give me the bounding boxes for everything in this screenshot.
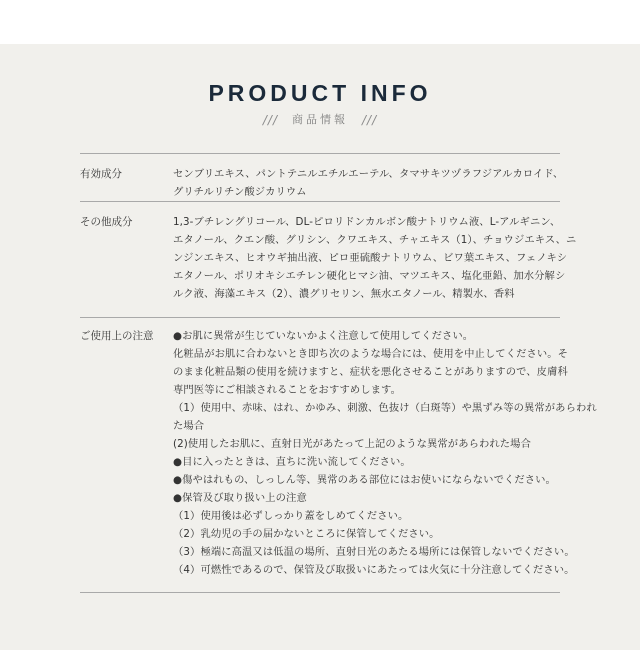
content-line: 化粧品がお肌に合わないとき即ち次のような場合には、使用を中止してください。そ <box>173 348 569 360</box>
content-line: ●お肌に異常が生じていないかよく注意して使用してください。 <box>173 330 474 342</box>
content-line: センブリエキス、パントテニルエチルエーテル、タマサキツヅラフジアルカロイド、 <box>173 168 564 180</box>
content-line: (2)使用したお肌に、直射日光があたって上記のような異常があらわれた場合 <box>173 438 531 450</box>
table-row-active-ingredients <box>80 154 564 201</box>
row-label: ご使用上の注意 <box>80 330 154 342</box>
content-line: 1,3-ブチレングリコール、DL-ピロリドンカルボン酸ナトリウム液、L-アルギニン、 <box>173 216 561 228</box>
subtitle-row <box>0 112 640 128</box>
slash-decoration-left: /// <box>262 113 278 127</box>
content-line: （4）可燃性であるので、保管及び取扱いにあたっては火気に十分注意してください。 <box>173 564 575 576</box>
content-line: エタノール、クエン酸、グリシン、クワエキス、チャエキス（1）、チョウジエキス、ニ <box>173 234 577 246</box>
content-line: た場合 <box>173 420 205 432</box>
content-line: （3）極端に高温又は低温の場所、直射日光のあたる場所には保管しないでください。 <box>173 546 575 558</box>
content-line: グリチルリチン酸ジカリウム <box>173 186 307 198</box>
row-label: 有効成分 <box>80 168 122 180</box>
content-line: 専門医等にご相談されることをおすすめします。 <box>173 384 402 396</box>
content-line: ●目に入ったときは、直ちに洗い流してください。 <box>173 456 411 468</box>
page-title: PRODUCT INFO <box>208 80 432 106</box>
info-table <box>80 153 597 593</box>
content-line: ンジンエキス、ヒオウギ抽出液、ピロ亜硫酸ナトリウム、ビワ葉エキス、フェノキシ <box>173 252 568 264</box>
content-line: （2）乳幼児の手の届かないところに保管してください。 <box>173 528 440 540</box>
row-label: その他成分 <box>80 216 133 228</box>
row-content <box>173 213 576 317</box>
table-row-precautions <box>80 318 597 592</box>
slash-decoration-right: /// <box>362 113 378 127</box>
content-line: エタノール、ポリオキシエチレン硬化ヒマシ油、マツエキス、塩化亜鉛、加水分解シ <box>173 270 566 282</box>
content-line: ●保管及び取り扱い上の注意 <box>173 492 307 504</box>
content-line: ルク液、海藻エキス（2）、濃グリセリン、無水エタノール、精製水、香料 <box>173 288 515 300</box>
row-content <box>173 165 563 201</box>
table-row-other-ingredients <box>80 202 577 317</box>
content-line: のまま化粧品類の使用を続けますと、症状を悪化させることがありますので、皮膚科 <box>173 366 568 378</box>
content-line: （1）使用中、赤味、はれ、かゆみ、刺激、色抜け（白斑等）や黒ずみ等の異常があらわれ <box>173 402 597 414</box>
content-line: （1）使用後は必ずしっかり蓋をしめてください。 <box>173 510 409 522</box>
divider <box>80 592 560 593</box>
content-line: ●傷やはれもの、しっしん等、異常のある部位にはお使いにならないでください。 <box>173 474 556 486</box>
row-content <box>173 327 597 592</box>
subtitle-text: 商品情報 <box>292 113 348 126</box>
